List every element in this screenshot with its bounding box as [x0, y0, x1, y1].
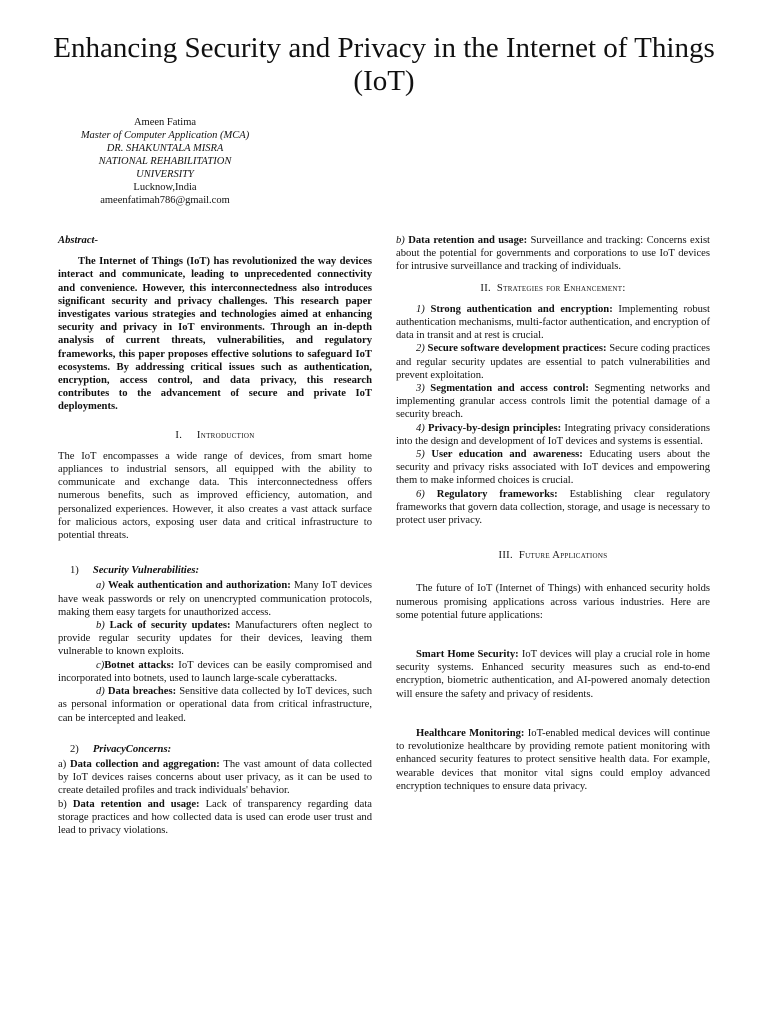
subsection-heading-privacy	[70, 743, 372, 756]
vuln-item	[58, 579, 372, 619]
privacy-item	[58, 798, 372, 838]
item-text: Secure coding practices and regular security updates are essential to patch vulnerabilities and prevent exploitation.	[396, 343, 710, 381]
item-text: Integrating privacy considerations into the design and development of IoT devices and systems is essential.	[396, 422, 711, 447]
item-text: IoT devices will play a crucial role in home security systems. Enhanced security measures such as end-to-end encryption, biometric authentication, and AI-powered anomaly detection will ensure the safety and privacy of residents.	[396, 649, 710, 700]
section-number: I.	[175, 429, 183, 441]
item-label: a)	[58, 758, 67, 770]
item-label: b)	[96, 620, 105, 632]
section-title: Future Applications	[518, 550, 608, 562]
vuln-item	[58, 619, 372, 659]
item-label: a)	[96, 580, 105, 592]
item-text: Lack of transparency regarding data storage practices and how collected data is used can erode user trust and lead to privacy violations.	[58, 798, 372, 836]
item-label: 1)	[416, 303, 425, 315]
strategy-item	[396, 448, 710, 488]
item-text: Implementing robust authentication mechanisms, multi-factor authentication, and encryption of data in transit and at rest is crucial.	[396, 303, 710, 342]
item-title: Data retention and usage:	[408, 235, 528, 246]
item-label: 4)	[416, 422, 425, 434]
item-title: Lack of security updates:	[109, 620, 231, 632]
subsection-number: 2)	[70, 743, 79, 755]
item-title: Secure software development practices:	[427, 343, 607, 355]
item-text: Sensitive data collected by IoT devices, such as personal information or operational data from critical infrastructure, can be intercepted and leaked.	[58, 686, 372, 724]
intro-text: The IoT encompasses a wide range of devices, from smart home appliances to industrial sensors, all equipped with the ability to communicate and exchange data. This interconnectedness offers numerous benefits, such as improved efficiency, automation, and personalized experiences. However, it also creates a vast attack surface for malicious actors, exposing user data and critical infrastructure to potential threats.	[58, 450, 372, 542]
item-title: Botnet attacks:	[104, 659, 175, 671]
item-label: 5)	[416, 449, 425, 461]
strategy-item	[396, 382, 710, 422]
item-title: Regulatory frameworks:	[436, 488, 558, 500]
vuln-item	[58, 685, 372, 725]
item-text: The vast amount of data collected by IoT devices raises concerns about user privacy, as it can be used to create detailed profiles and track individuals' behavior.	[58, 758, 372, 797]
author-university-line-3: UNIVERSITY	[136, 169, 194, 180]
item-title: Weak authentication and authorization:	[108, 580, 291, 592]
author-location: Lucknow,India	[133, 182, 197, 193]
item-title: Smart Home Security:	[416, 649, 519, 661]
strategy-item	[396, 303, 710, 343]
item-label: 2)	[416, 343, 425, 355]
item-text: Surveillance and tracking: Concerns exist about the potential for governments and corporations to use IoT devices for intrusive surveillance and tracking of individuals.	[396, 235, 711, 273]
item-title: Data collection and aggregation:	[69, 758, 220, 770]
author-degree: Master of Computer Application (MCA)	[80, 130, 250, 141]
item-text: IoT-enabled medical devices will continue to revolutionize healthcare by providing remote patient monitoring with enhanced security features to protect sensitive health data. For example, wearable devices that monitor vital signs could employ advanced encryption techniques to ensure data privacy.	[396, 727, 711, 792]
item-title: Healthcare Monitoring:	[416, 727, 525, 739]
paper-title: Enhancing Security and Privacy in the Internet of Things (IoT)	[53, 32, 715, 97]
section-title: Strategies for Enhancement:	[496, 282, 626, 294]
item-title: Privacy-by-design principles:	[427, 422, 562, 434]
author-university-line-1: DR. SHAKUNTALA MISRA	[106, 143, 224, 154]
privacy-item	[58, 758, 372, 798]
item-text: Educating users about the security and privacy risks associated with IoT devices and empowering them to make informed choices is crucial.	[396, 449, 710, 487]
right-column	[396, 234, 710, 793]
author-name: Ameen Fatima	[133, 117, 197, 128]
item-text: Segmenting networks and implementing granular access controls limit the potential damage of a security breach.	[396, 383, 711, 421]
section-heading-introduction	[58, 429, 372, 442]
strategy-item	[396, 342, 710, 382]
item-label: d)	[96, 686, 105, 698]
future-intro: The future of IoT (Internet of Things) with enhanced security holds numerous promising applications across various industries. Here are some potential future applications:	[396, 583, 710, 621]
subsection-heading-vulnerabilities	[70, 564, 372, 577]
abstract-heading: Abstract-	[58, 235, 99, 246]
author-email: ameenfatimah786@gmail.com	[100, 195, 230, 206]
item-title: Segmentation and access control:	[430, 383, 589, 395]
item-title: Data retention and usage:	[72, 798, 200, 810]
item-text: IoT devices can be easily compromised and incorporated into botnets, used to launch large-scale cyberattacks.	[58, 659, 372, 684]
future-item	[396, 648, 710, 701]
subsection-number: 1)	[70, 565, 79, 577]
item-label: 3)	[416, 383, 425, 395]
future-item	[396, 727, 710, 793]
left-column	[58, 234, 372, 837]
item-text: Many IoT devices have weak passwords or rely on unencrypted communication protocols, making them easy targets for unauthorized access.	[58, 580, 372, 618]
item-title: Data breaches:	[107, 686, 177, 698]
abstract-text: The Internet of Things (IoT) has revolutionized the way devices interact and communicate, leading to unprecedented connectivity and convenience. However, this interconnectedness also introduces significant security and privacy challenges. This research paper investigates various strategies and technologies aimed at enhancing security and privacy in IoT environments. Through an in-depth analysis of current threats, vulnerabilities, and regulatory frameworks, this paper proposes effective solutions to safeguard IoT ecosystems. By addressing critical issues such as authentication, encryption, access control, and data privacy, this research contributes to the advancement of secure and private IoT deployments.	[58, 256, 372, 413]
section-title: Introduction	[196, 429, 255, 441]
item-label: b)	[396, 235, 405, 246]
subsection-title: Security Vulnerabilities:	[92, 565, 200, 577]
strategy-item	[396, 422, 710, 448]
section-heading-future	[396, 549, 710, 562]
item-title: Strong authentication and encryption:	[430, 303, 613, 315]
item-title: User education and awareness:	[431, 449, 583, 461]
subsection-title: PrivacyConcerns:	[92, 743, 172, 755]
strategy-item	[396, 488, 710, 528]
vuln-item	[58, 659, 372, 685]
item-text: Establishing clear regulatory frameworks that govern data collection, storage, and usage is necessary to protect user privacy.	[396, 488, 710, 527]
section-number: II.	[480, 282, 492, 294]
item-text: Manufacturers often neglect to provide regular security updates for their devices, leaving them vulnerable to known exploits.	[58, 620, 373, 658]
privacy-item-continued	[396, 234, 710, 274]
item-label: b)	[58, 798, 67, 810]
item-label: 6)	[416, 488, 425, 500]
item-label: c)	[96, 659, 105, 671]
section-heading-strategies	[396, 282, 710, 295]
author-block	[40, 116, 290, 207]
section-number: III.	[498, 550, 513, 562]
author-university-line-2: NATIONAL REHABILITATION	[98, 156, 232, 167]
